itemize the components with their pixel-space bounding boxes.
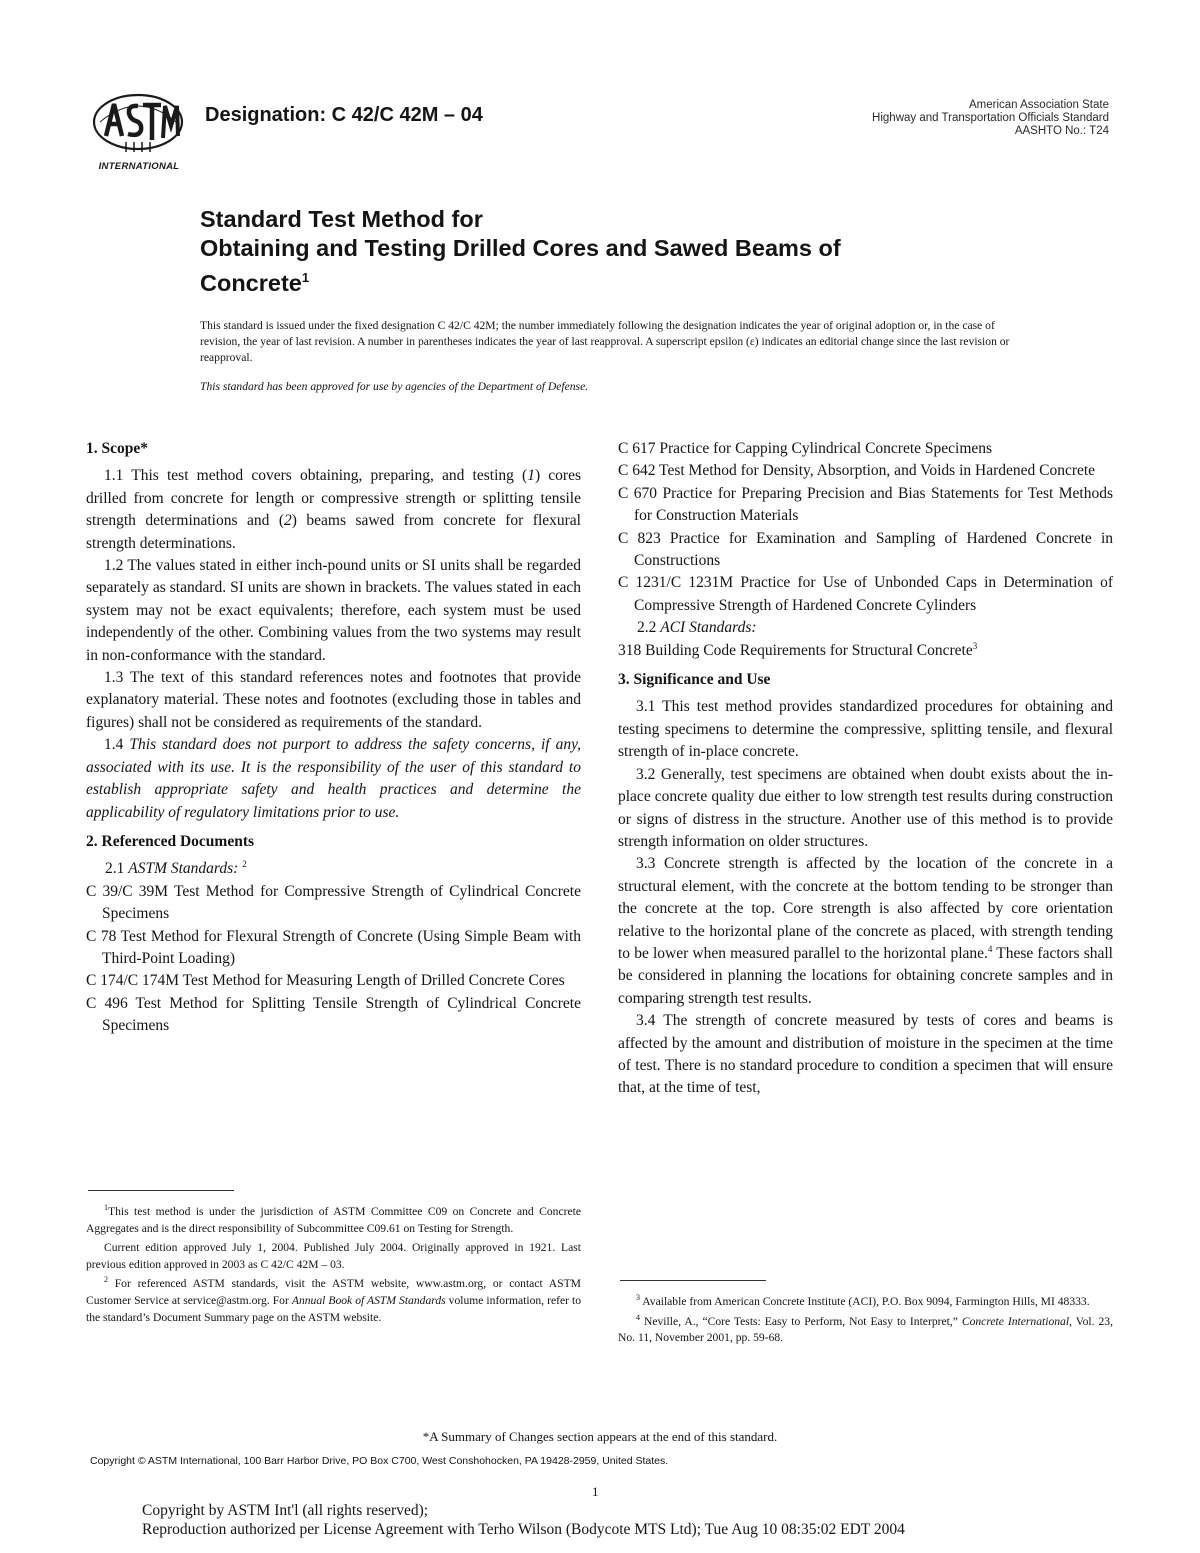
- astm-international-logo: [90, 92, 190, 174]
- reference-c496: C 496 Test Method for Splitting Tensile Strength of Cylindrical Concrete Specimens: [86, 994, 581, 1035]
- issuance-statement: [200, 318, 1010, 395]
- paragraph-1-3: 1.3 The text of this standard references notes and footnotes that provide explanatory material. These notes and footnotes (excluding those in tables and figures) shall not be considered as requirements of the standard.: [86, 669, 581, 731]
- reference-c39: C 39/C 39M Test Method for Compressive Strength of Cylindrical Concrete Specimens: [86, 882, 581, 923]
- page-number: 1: [592, 1484, 599, 1499]
- reference-c823: C 823 Practice for Examination and Sampling of Hardened Concrete in Constructions: [618, 529, 1113, 570]
- svg-text:INTERNATIONAL: INTERNATIONAL: [98, 161, 180, 172]
- section-1-heading: 1. Scope*: [86, 440, 148, 457]
- document-title: [200, 205, 1020, 298]
- reference-c78: C 78 Test Method for Flexural Strength of Concrete (Using Simple Beam with Third-Point Loading): [86, 927, 581, 967]
- aashto-reference: [872, 99, 1109, 138]
- paragraph-2-2: 2.2 ACI Standards:: [637, 619, 757, 637]
- paragraph-3-1: 3.1 This test method provides standardized procedures for obtaining and testing specimens to determine the compressive, splitting tensile, and flexural strength of in-place concrete.: [618, 698, 1113, 761]
- summary-of-changes-note: *A Summary of Changes section appears at the end of this standard.: [422, 1429, 778, 1444]
- issuance-text: This standard is issued under the fixed designation C 42/C 42M; the number immediately following the designation indicates the year of original adoption or, in the case of revision, the year of last revision. A number in parentheses indicates the year of last reapproval. A superscript epsilon (ε) indicates an editorial change since the last revision or reapproval.: [200, 319, 1010, 364]
- footnotes-right: [618, 1294, 1113, 1350]
- paragraph-3-4: 3.4 The strength of concrete measured by tests of cores and beams is affected by the amount and distribution of moisture in the specimen at the time of test. There is no standard procedure to condition a specimen that will ensure that, at the time of test,: [618, 1012, 1113, 1097]
- paragraph-3-3: 3.3 Concrete strength is affected by the location of the concrete in a structural element, with the concrete at the bottom tending to be stronger than the concrete at the top. Core strength is also affected by core orientation relative to the horizontal plane of the concrete as placed, with strength tending to be lower when measured parallel to the horizontal plane.$^4$ These factors shall be considered in planning the locations for obtaining concrete samples and in comparing strength test results.: [618, 855, 1113, 1007]
- paragraph-1-2: 1.2 The values stated in either inch-pound units or SI units shall be regarded separately as standard. SI units are shown in brackets. The values stated in each system may not be exact equivalents; therefore, each system must be used independently of the other. Combining values from the two systems may result in non-conformance with the standard.: [86, 557, 581, 664]
- paragraph-1-1: 1.1 This test method covers obtaining, preparing, and testing (1) cores drilled from concrete for length or compressive strength or splitting tensile strength determinations and (2) beams sawed from concrete for flexural strength determinations.: [86, 467, 581, 552]
- reference-c670: C 670 Practice for Preparing Precision and Bias Statements for Test Methods for Construction Materials: [618, 484, 1113, 525]
- footnote-4: $^4$ Neville, A., “Core Tests: Easy to Perform, Not Easy to Interpret,” Concrete International, Vol. 23, No. 11, November 2001, pp. 59-68.: [618, 1312, 1113, 1345]
- copyright-notice: Copyright © ASTM International, 100 Barr Harbor Drive, PO Box C700, West Conshohocken, PA 19428-2959, United States.: [90, 1455, 669, 1467]
- aashto-line-3: AASHTO No.: T24: [1014, 125, 1109, 137]
- section-3-heading: 3. Significance and Use: [618, 671, 771, 689]
- section-2-heading: 2. Referenced Documents: [86, 832, 255, 850]
- reference-c617: C 617 Practice for Capping Cylindrical Concrete Specimens: [618, 440, 993, 457]
- title-line-3: Concrete$^1$: [200, 269, 310, 296]
- aashto-line-2: Highway and Transportation Officials Standard: [872, 112, 1109, 124]
- footnote-2: $^2$ For referenced ASTM standards, visit the ASTM website, www.astm.org, or contact ASTM Customer Service at service@astm.org. For Annual Book of ASTM Standards volume information, refer to the standard’s Document Summary page on the ASTM website.: [86, 1275, 581, 1324]
- designation: Designation: C 42/C 42M – 04: [205, 104, 483, 126]
- paragraph-2-1: 2.1 ASTM Standards: $^2$: [105, 859, 247, 878]
- title-line-1: Standard Test Method for: [200, 206, 483, 232]
- reproduction-line-2: Reproduction authorized per License Agreement with Terho Wilson (Bodycote MTS Ltd); Tue Aug 10 08:35:02 EDT 2004: [142, 1521, 905, 1538]
- right-column: [618, 438, 1113, 1100]
- footnotes-left: [86, 1204, 581, 1329]
- reproduction-notice: [142, 1501, 905, 1539]
- dod-approval: This standard has been approved for use by agencies of the Department of Defense.: [200, 380, 589, 393]
- footnote-3: $^3$ Available from American Concrete Institute (ACI), P.O. Box 9094, Farmington Hills, MI 48333.: [636, 1293, 1090, 1308]
- title-footnote-mark: 1: [301, 270, 310, 285]
- footnote-divider-right: [620, 1280, 766, 1281]
- paragraph-1-4: 1.4 This standard does not purport to address the safety concerns, if any, associated with its use. It is the responsibility of the user of this standard to establish appropriate safety and health practices and determine the applicability of regulatory limitations prior to use.: [86, 736, 581, 821]
- footnote-divider-left: [88, 1190, 234, 1191]
- footnote-1: $^1$This test method is under the jurisdiction of ASTM Committee C09 on Concrete and Concrete Aggregates and is the direct responsibility of Subcommittee C09.61 on Testing for Strength.: [86, 1203, 581, 1235]
- left-column: [86, 438, 581, 1038]
- reference-aci-318: 318 Building Code Requirements for Structural Concrete$^3$: [618, 640, 978, 659]
- title-line-2: Obtaining and Testing Drilled Cores and Sawed Beams of: [200, 235, 841, 261]
- reference-c642: C 642 Test Method for Density, Absorption, and Voids in Hardened Concrete: [618, 462, 1096, 480]
- astm-logo-icon: [90, 92, 190, 174]
- reference-c174: C 174/C 174M Test Method for Measuring Length of Drilled Concrete Cores: [86, 972, 565, 990]
- paragraph-3-2: 3.2 Generally, test specimens are obtained when doubt exists about the in-place concrete quality due either to low strength test results during construction or signs of distress in the structure. Another use of this method is to provide strength information on older structures.: [618, 765, 1113, 850]
- reference-c1231: C 1231/C 1231M Practice for Use of Unbonded Caps in Determination of Compressive Strength of Hardened Concrete Cylinders: [618, 574, 1113, 614]
- reproduction-line-1: Copyright by ASTM Int'l (all rights reserved);: [142, 1502, 429, 1519]
- footnote-1-edition: Current edition approved July 1, 2004. Published July 2004. Originally approved in 1921. Last previous edition approved in 2003 as C 42/C 42M – 03.: [86, 1241, 581, 1271]
- aashto-line-1: American Association State: [969, 99, 1109, 111]
